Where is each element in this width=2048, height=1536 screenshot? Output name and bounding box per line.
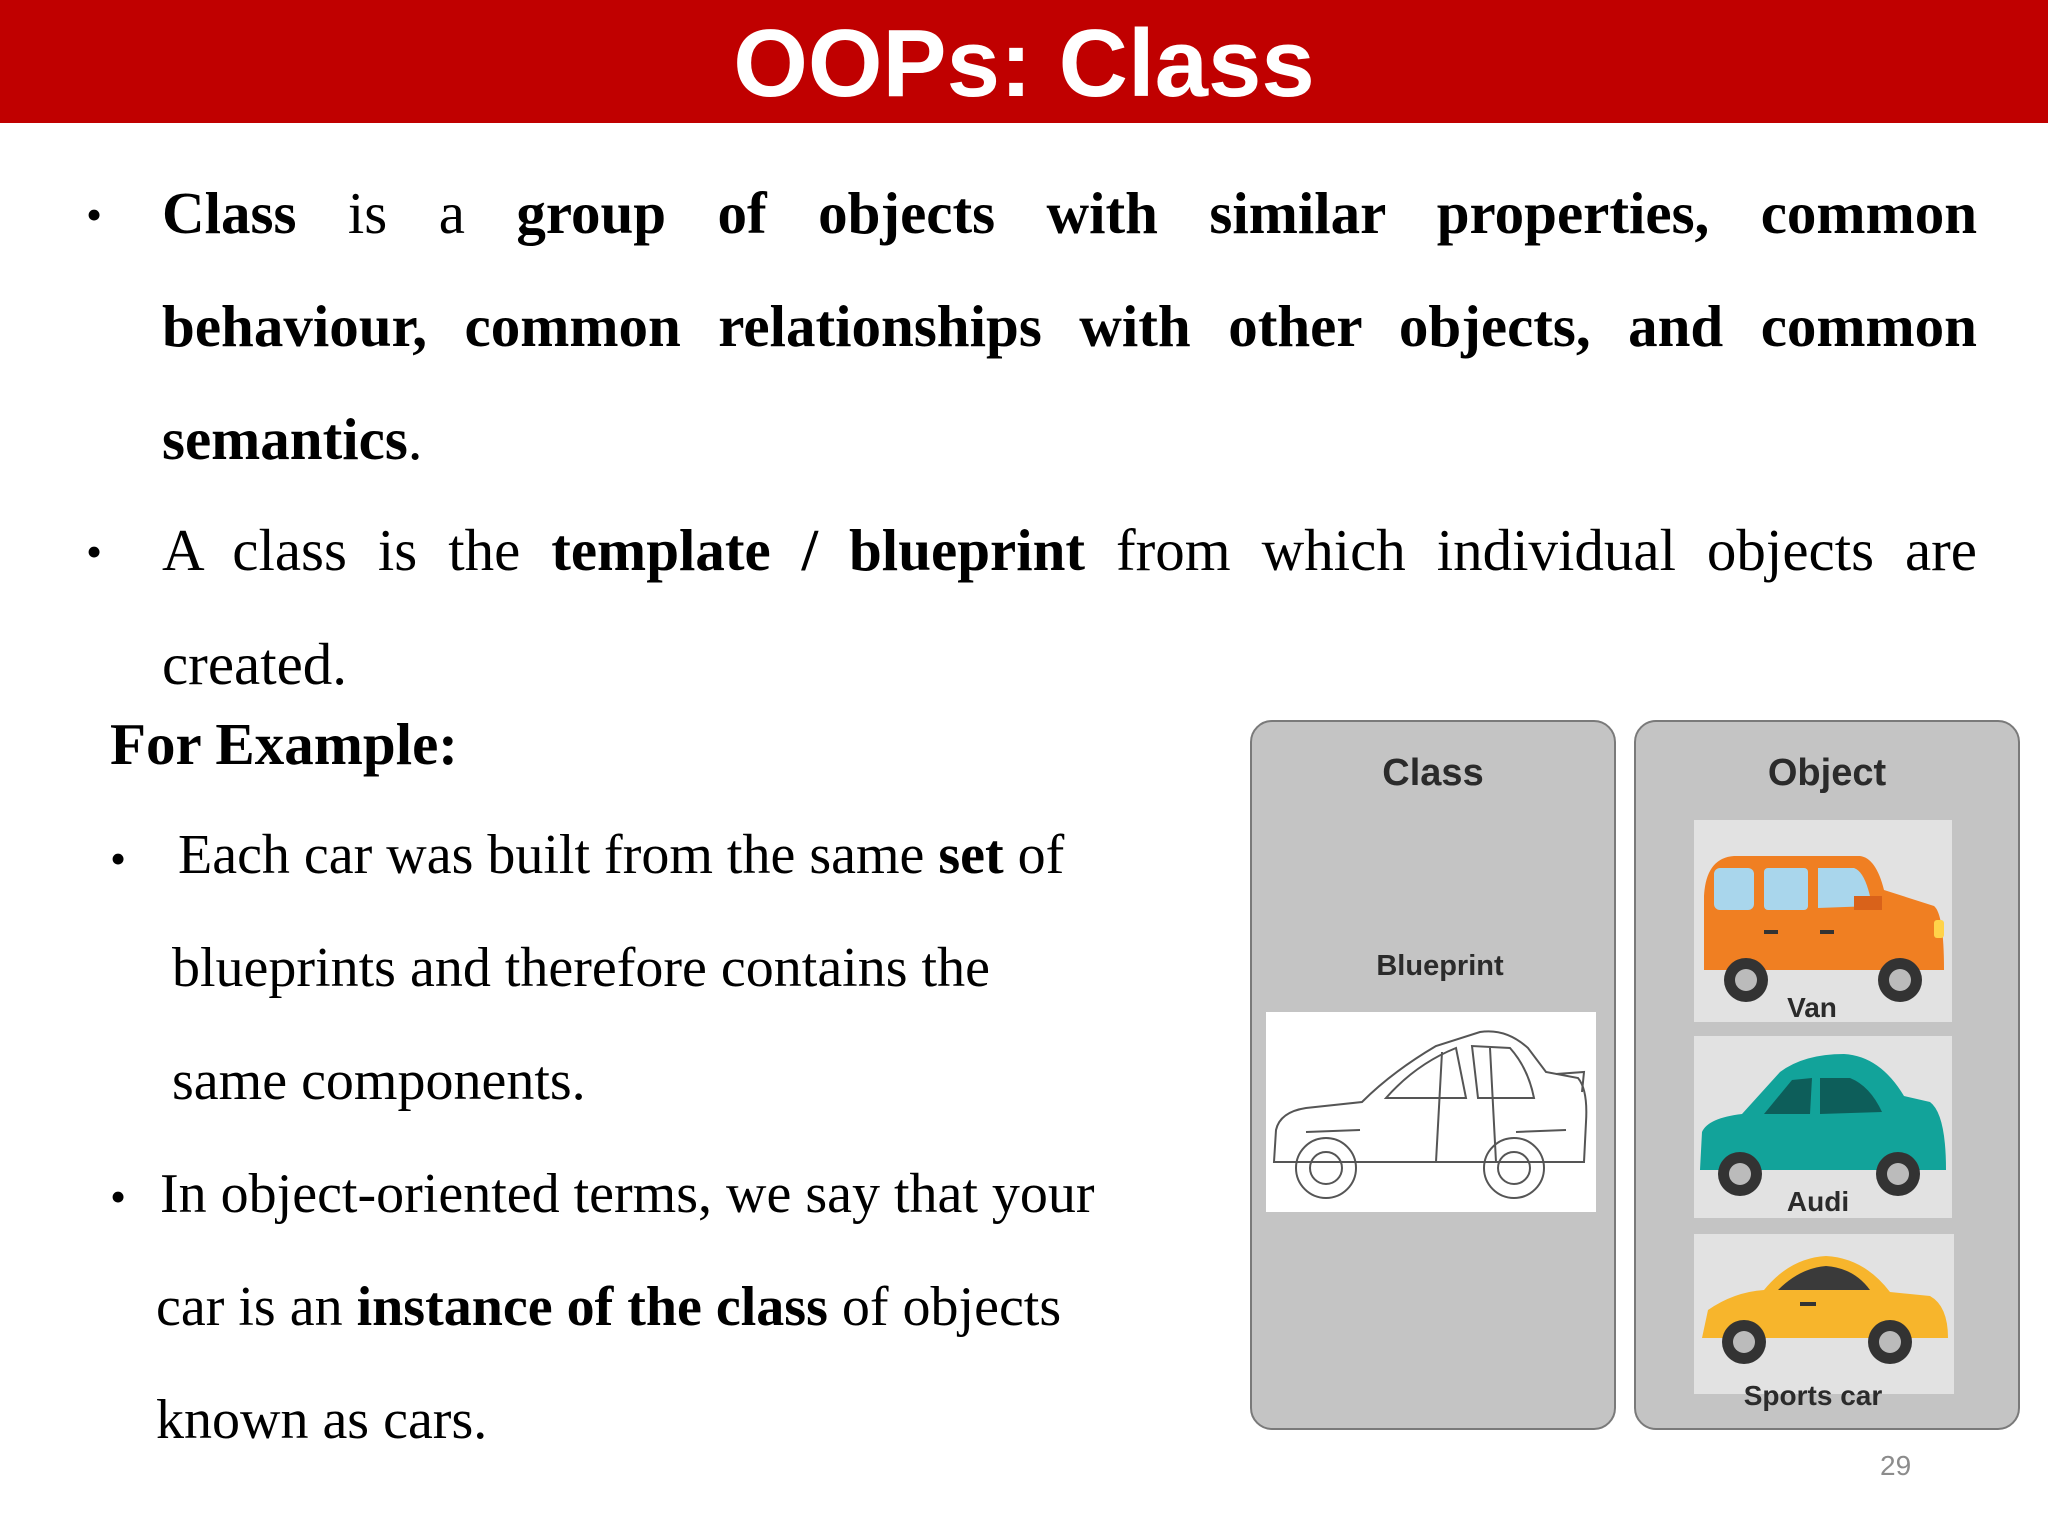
sports-car-tile — [1694, 1234, 1954, 1394]
car-blueprint-icon — [1266, 1012, 1596, 1212]
bullet-template-blueprint-line2 — [162, 630, 347, 699]
term-class: Class — [162, 180, 297, 246]
bullet-class-definition-line2 — [162, 270, 1977, 383]
car-label-audi: Audi — [1786, 1186, 1850, 1217]
class-heading: Class — [1382, 752, 1484, 794]
car-label-sports-car: Sports car — [1743, 1380, 1883, 1411]
bullet-dot: • — [86, 189, 103, 240]
text-start: A class is the — [162, 517, 521, 583]
bullet-dot: • — [86, 526, 103, 577]
example-bullet-instance-line3: known as cars. — [156, 1389, 488, 1451]
bullet-dot: • — [110, 1171, 127, 1222]
word-is: is — [347, 180, 388, 246]
example-bullet-blueprints-line2: blueprints and therefore contains the — [172, 937, 990, 999]
text-created: created. — [162, 631, 348, 697]
text-end: from which individual objects are — [1116, 517, 1977, 583]
term-semantics: semantics — [162, 406, 408, 472]
definition-text-continued: behaviour, common relationships with other objects, and common — [162, 293, 1977, 359]
term-instance-of-class: instance of the class — [356, 1276, 828, 1338]
sports-car-icon — [1694, 1234, 1954, 1394]
example-bullet-instance-line2: car is an instance of the class of objects — [156, 1276, 1062, 1338]
example-bullet-instance: In object-oriented terms, we say that your — [160, 1163, 1095, 1225]
bullet-class-definition-line3 — [162, 405, 423, 474]
blueprint-drawing — [1266, 1012, 1596, 1212]
bullet-class-definition — [162, 157, 1977, 270]
bullet-template-blueprint — [162, 494, 1977, 607]
page-number: 29 — [1880, 1450, 1912, 1481]
bullet-dot: • — [110, 833, 127, 884]
object-heading: Object — [1767, 752, 1887, 794]
example-bullet-blueprints-line3: same components. — [172, 1050, 586, 1112]
term-template-blueprint: template / blueprint — [551, 517, 1086, 583]
term-set: set — [938, 824, 1004, 886]
blueprint-label: Blueprint — [1376, 950, 1504, 982]
definition-text: group of objects with similar properties, common — [516, 180, 1978, 246]
car-label-van: Van — [1787, 992, 1837, 1023]
slide-title: OOPs: Class — [733, 10, 1315, 117]
example-heading: For Example: — [110, 711, 458, 777]
word-a: a — [438, 180, 465, 246]
period: . — [407, 406, 423, 472]
example-bullet-blueprints: Each car was built from the same set of — [178, 824, 1065, 886]
